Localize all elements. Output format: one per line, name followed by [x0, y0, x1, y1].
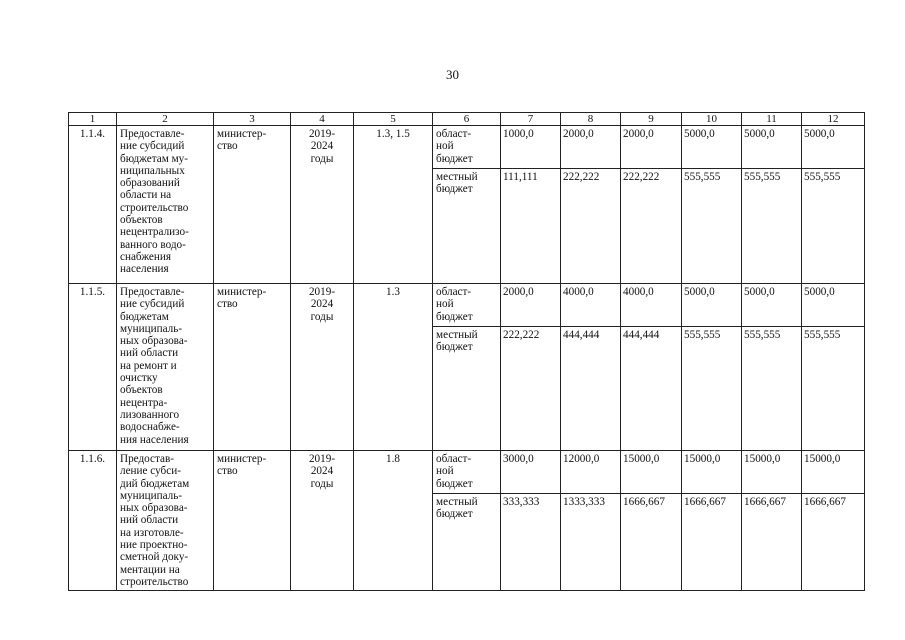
executor	[214, 451, 291, 591]
funding-value: 1000,0	[501, 126, 561, 169]
period-line: 2019-	[308, 286, 336, 298]
executor-line: ство	[217, 140, 238, 153]
indicator-reference: 1.3, 1.5	[354, 126, 433, 284]
column-header: 10	[682, 113, 742, 126]
funding-source-line: местный	[436, 329, 478, 341]
measure-name	[117, 284, 214, 451]
measure-name-line: ление субси-	[120, 465, 181, 478]
measure-name-line: очистку	[120, 372, 158, 385]
measure-name-line: населения	[120, 263, 169, 276]
measure-number: 1.1.5.	[69, 284, 117, 451]
funding-value: 111,111	[501, 169, 561, 284]
indicator-reference: 1.3	[354, 284, 433, 451]
measure-name-line: ментации на	[120, 563, 180, 576]
measure-name-line: объектов	[120, 214, 163, 227]
measure-name-line: нецентра-	[120, 396, 168, 409]
funding-value: 1666,667	[802, 494, 865, 591]
measure-name-line: ниципальных	[120, 164, 185, 177]
measure-name-line: ний области	[120, 347, 179, 360]
measure-name	[117, 126, 214, 284]
measure-name-line: ванного водо-	[120, 238, 186, 251]
measure-name-line: снабжения	[120, 250, 171, 263]
measure-name-line: нецентрализо-	[120, 226, 189, 239]
measure-name-line: ние субсидий	[120, 298, 185, 311]
column-header: 9	[621, 113, 682, 126]
funding-value: 4000,0	[561, 284, 621, 327]
funding-value: 333,333	[501, 494, 561, 591]
funding-value: 5000,0	[682, 284, 742, 327]
measure-name-line: области на	[120, 189, 172, 202]
measure-name-line: ние субсидий	[120, 140, 185, 153]
funding-value: 222,222	[561, 169, 621, 284]
funding-source-line: местный	[436, 171, 478, 183]
funding-value: 555,555	[682, 169, 742, 284]
table-row	[69, 126, 865, 169]
measure-name-line: Предоставле-	[120, 128, 185, 140]
measure-name-line: образований	[120, 177, 180, 190]
column-header: 6	[433, 113, 501, 126]
measure-name-line: ных образова-	[120, 502, 188, 515]
period-line: 2019-	[308, 453, 336, 465]
funding-value: 4000,0	[621, 284, 682, 327]
indicator-reference: 1.8	[354, 451, 433, 591]
executor	[214, 284, 291, 451]
measure-name-line: муниципаль-	[120, 322, 183, 335]
funding-value: 15000,0	[621, 451, 682, 494]
funding-source-line: бюджет	[436, 152, 473, 165]
funding-value: 5000,0	[742, 126, 802, 169]
budget-table	[68, 112, 865, 591]
executor-line: ство	[217, 465, 238, 478]
period-line: годы	[310, 477, 334, 490]
period-line: 2024	[310, 140, 334, 153]
measure-name-line: ний области	[120, 514, 179, 527]
funding-source-line: бюджет	[436, 310, 473, 323]
executor-line: министер-	[217, 128, 267, 140]
period-line: 2024	[310, 298, 334, 311]
measure-name-line: лизованного	[120, 408, 180, 421]
period	[291, 284, 354, 451]
funding-source	[433, 169, 501, 284]
funding-source-line: област-	[436, 128, 472, 140]
column-header: 1	[69, 113, 117, 126]
funding-value: 5000,0	[802, 284, 865, 327]
funding-value: 2000,0	[501, 284, 561, 327]
funding-source-line: област-	[436, 453, 472, 465]
measure-name-line: бюджетам му-	[120, 152, 188, 165]
funding-source	[433, 451, 501, 494]
column-header: 5	[354, 113, 433, 126]
measure-name-line: на ремонт и	[120, 359, 177, 372]
measure-name-line: сметной доку-	[120, 551, 189, 564]
column-header: 3	[214, 113, 291, 126]
funding-value: 15000,0	[802, 451, 865, 494]
executor-line: министер-	[217, 286, 267, 298]
executor	[214, 126, 291, 284]
funding-value: 444,444	[561, 327, 621, 451]
measure-name-line: Предостав-	[120, 453, 175, 465]
period	[291, 451, 354, 591]
column-header: 2	[117, 113, 214, 126]
column-header: 11	[742, 113, 802, 126]
header-row	[69, 113, 865, 126]
measure-name-line: Предоставле-	[120, 286, 185, 298]
funding-value: 12000,0	[561, 451, 621, 494]
measure-name-line: объектов	[120, 384, 163, 397]
funding-value: 444,444	[621, 327, 682, 451]
measure-name-line: строительство	[120, 575, 189, 588]
funding-source	[433, 126, 501, 169]
measure-name-line: ния населения	[120, 433, 189, 446]
measure-name-line: ных образова-	[120, 335, 188, 348]
funding-value: 555,555	[742, 169, 802, 284]
funding-source-line: ной	[436, 140, 454, 153]
funding-value: 555,555	[682, 327, 742, 451]
funding-value: 1666,667	[682, 494, 742, 591]
period-line: 2019-	[308, 128, 336, 140]
funding-source-line: бюджет	[436, 477, 473, 490]
funding-value: 15000,0	[682, 451, 742, 494]
funding-value: 1333,333	[561, 494, 621, 591]
funding-source-line: област-	[436, 286, 472, 298]
funding-value: 1666,667	[742, 494, 802, 591]
funding-value: 5000,0	[802, 126, 865, 169]
measure-number: 1.1.4.	[69, 126, 117, 284]
table-row	[69, 451, 865, 494]
funding-source-line: бюджет	[436, 183, 473, 196]
funding-value: 5000,0	[682, 126, 742, 169]
measure-name	[117, 451, 214, 591]
funding-value: 1666,667	[621, 494, 682, 591]
period-line: годы	[310, 310, 334, 323]
measure-name-line: на изготовле-	[120, 526, 184, 539]
funding-value: 3000,0	[501, 451, 561, 494]
funding-source-line: ной	[436, 298, 454, 311]
measure-name-line: бюджетам	[120, 310, 169, 323]
funding-value: 222,222	[621, 169, 682, 284]
column-header: 4	[291, 113, 354, 126]
funding-source-line: местный	[436, 496, 478, 508]
funding-value: 555,555	[802, 327, 865, 451]
funding-source-line: ной	[436, 465, 454, 478]
funding-value: 15000,0	[742, 451, 802, 494]
measure-name-line: ние проектно-	[120, 539, 188, 552]
executor-line: министер-	[217, 453, 267, 465]
executor-line: ство	[217, 298, 238, 311]
funding-source-line: бюджет	[436, 508, 473, 521]
funding-source-line: бюджет	[436, 341, 473, 354]
period	[291, 126, 354, 284]
column-header: 12	[802, 113, 865, 126]
column-header: 8	[561, 113, 621, 126]
funding-value: 2000,0	[561, 126, 621, 169]
page-number: 30	[446, 67, 459, 82]
funding-value: 2000,0	[621, 126, 682, 169]
funding-source	[433, 284, 501, 327]
funding-value: 5000,0	[742, 284, 802, 327]
measure-name-line: водоснабже-	[120, 421, 180, 434]
table-row	[69, 284, 865, 327]
funding-value: 222,222	[501, 327, 561, 451]
measure-name-line: дий бюджетам	[120, 477, 190, 490]
period-line: годы	[310, 152, 334, 165]
funding-value: 555,555	[802, 169, 865, 284]
funding-source	[433, 494, 501, 591]
measure-number: 1.1.6.	[69, 451, 117, 591]
measure-name-line: строительство	[120, 201, 189, 214]
funding-value: 555,555	[742, 327, 802, 451]
measure-name-line: муниципаль-	[120, 489, 183, 502]
period-line: 2024	[310, 465, 334, 478]
column-header: 7	[501, 113, 561, 126]
funding-source	[433, 327, 501, 451]
